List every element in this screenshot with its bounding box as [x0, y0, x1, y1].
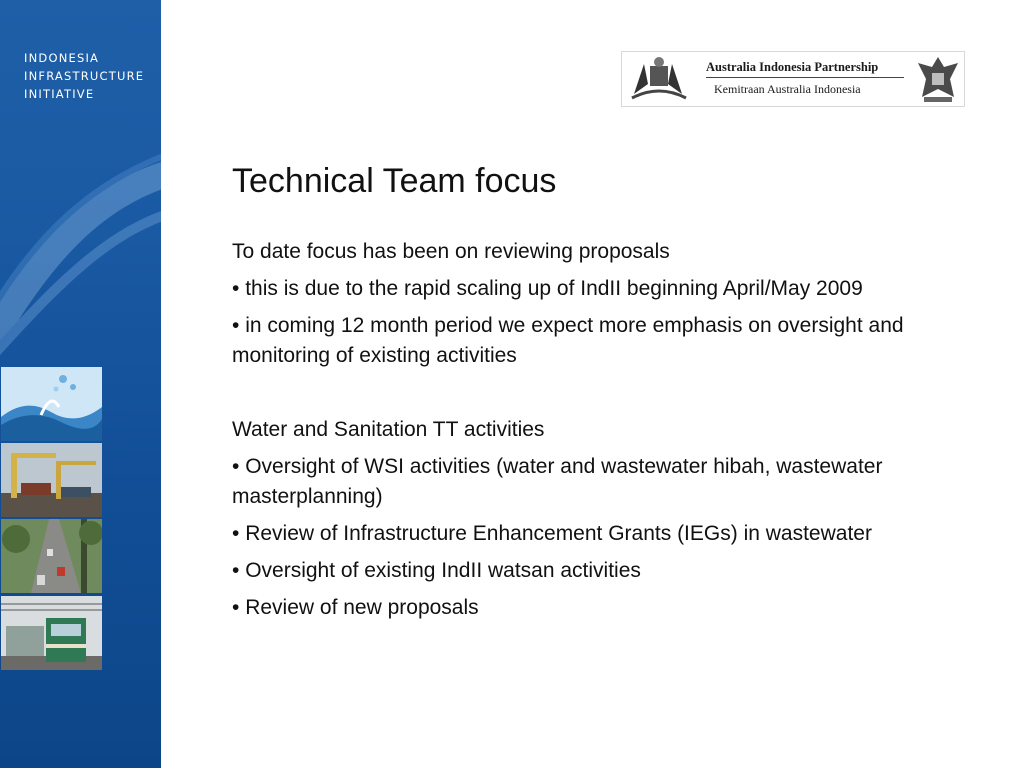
bullet-item	[232, 274, 972, 304]
bullet-marker: •	[232, 314, 240, 337]
brand-logo-text	[24, 49, 144, 103]
bullet-text: Oversight of existing IndII watsan activities	[245, 559, 641, 582]
bullet-item	[232, 311, 972, 371]
water-splash-photo	[1, 367, 102, 441]
bullet-item	[232, 452, 972, 512]
bullet-item	[232, 519, 972, 549]
partnership-logo	[621, 51, 965, 107]
bullet-marker: •	[232, 522, 240, 545]
partnership-title: Australia Indonesia Partnership	[706, 60, 879, 74]
sidebar-panel	[0, 0, 161, 768]
bullet-marker: •	[232, 559, 240, 582]
bullet-text: in coming 12 month period we expect more emphasis on oversight and monitoring of existing activities	[232, 314, 904, 367]
section-heading: Water and Sanitation TT activities	[232, 418, 545, 441]
garuda-emblem-icon	[914, 53, 962, 105]
intro-paragraph: To date focus has been on reviewing proposals	[232, 240, 670, 263]
port-cranes-photo	[1, 443, 102, 517]
bullet-text: Review of new proposals	[245, 596, 479, 619]
bullet-marker: •	[232, 277, 240, 300]
brand-line-1: INDONESIA	[24, 51, 100, 65]
brand-line-3: INITIATIVE	[24, 87, 95, 101]
city-traffic-photo	[1, 519, 102, 593]
slide-body	[232, 237, 972, 623]
bullet-text: Review of Infrastructure Enhancement Grants (IEGs) in wastewater	[245, 522, 872, 545]
bullet-marker: •	[232, 455, 240, 478]
logo-divider	[706, 77, 904, 78]
train-photo	[1, 596, 102, 670]
partnership-subtitle: Kemitraan Australia Indonesia	[714, 82, 861, 96]
australian-coat-of-arms-icon	[624, 54, 692, 104]
bullet-item	[232, 556, 972, 586]
bullet-text: Oversight of WSI activities (water and wastewater hibah, wastewater masterplanning)	[232, 455, 883, 508]
bullet-text: this is due to the rapid scaling up of IndII beginning April/May 2009	[245, 277, 863, 300]
highway-background-graphic	[0, 130, 161, 370]
bullet-item	[232, 593, 972, 623]
slide-title: Technical Team focus	[232, 162, 557, 200]
bullet-marker: •	[232, 596, 240, 619]
brand-line-2: INFRASTRUCTURE	[24, 69, 145, 83]
